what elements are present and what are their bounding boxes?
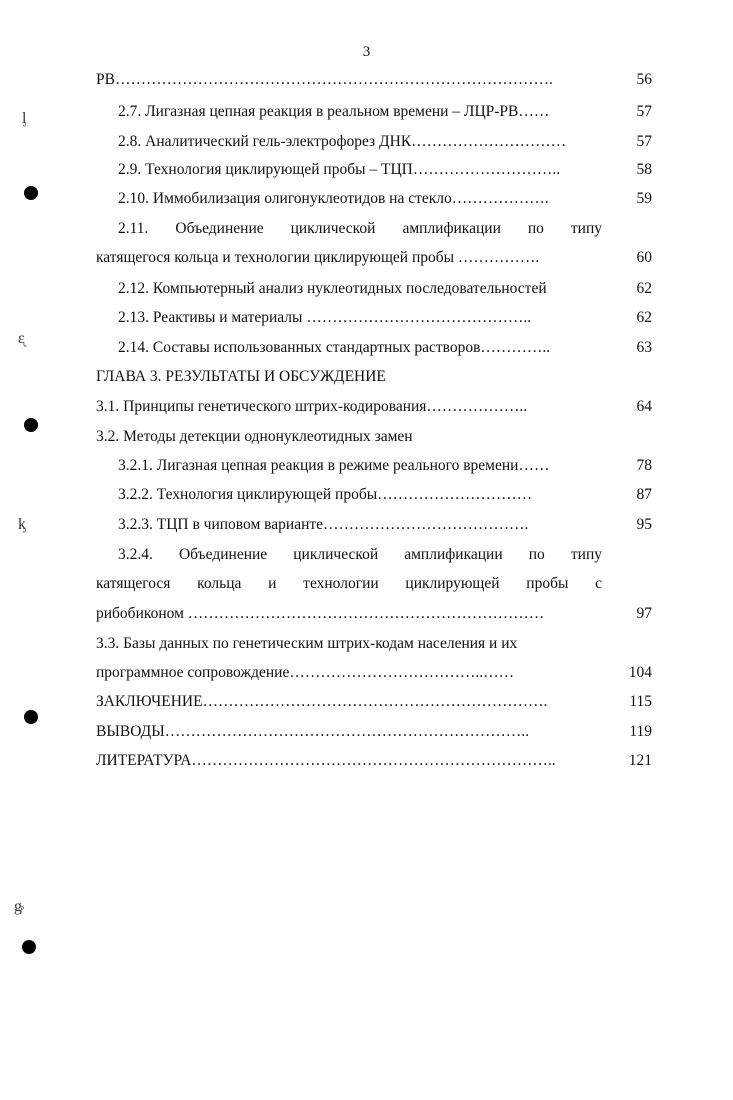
toc-entry-text: 3.2.3. ТЦП в чиповом варианте…………………………………. — [118, 516, 529, 533]
toc-entry-page: 58 — [636, 161, 652, 178]
toc-entry-page: 59 — [636, 190, 652, 207]
toc-entry-text: 3.2.4. Объединение циклической амплификации по типу — [118, 546, 602, 563]
toc-entry-text: 2.13. Реактивы и материалы …………………………………….. — [118, 309, 532, 326]
toc-entry-page: 57 — [636, 133, 652, 150]
toc-entry-text: РВ…………………………………………………………………………. — [96, 71, 553, 88]
page-number: 3 — [362, 44, 371, 60]
toc-entry-page: 104 — [628, 664, 652, 681]
toc-entry-page: 78 — [636, 457, 652, 474]
toc-entry-text: 2.11. Объединение циклической амплификации по типу — [118, 220, 602, 237]
toc-entry-page: 62 — [636, 309, 652, 326]
toc-entry-text: ВЫВОДЫ…………………………………………………………….. — [96, 723, 529, 740]
margin-scan-mark: ᶃ — [14, 898, 24, 915]
toc-entry-text: 3.2.1. Лигазная цепная реакция в режиме реального времени…… — [118, 457, 550, 474]
toc-entry-page: 115 — [629, 693, 652, 710]
margin-dot — [22, 940, 36, 954]
toc-entry-page: 62 — [636, 280, 652, 297]
toc-entry-page: 63 — [636, 339, 652, 356]
toc-entry-page: 95 — [636, 516, 652, 533]
toc-entry-text: 3.2.2. Технология циклирующей пробы………………………… — [118, 486, 533, 503]
toc-entry-text: рибобиконом …………………………………………………………… — [96, 605, 545, 622]
margin-dot — [24, 710, 38, 724]
toc-entry-page: 121 — [628, 752, 652, 769]
toc-entry-text: 3.3. Базы данных по генетическим штрих-кодам населения и их — [96, 635, 518, 652]
toc-entry-page: 87 — [636, 486, 652, 503]
toc-entry-text: 3.1. Принципы генетического штрих-кодирования……………….. — [96, 398, 528, 415]
toc-entry-page: 60 — [636, 249, 652, 266]
toc-entry-text: 2.9. Технология циклирующей пробы – ТЦП……………………….. — [118, 161, 561, 178]
toc-entry-page: 56 — [636, 71, 652, 88]
toc-entry-page: 119 — [629, 723, 652, 740]
toc-entry-text: катящегося кольца и технологии циклирующей пробы ……………. — [96, 249, 540, 266]
toc-entry-text: 2.7. Лигазная цепная реакция в реальном времени – ЛЦР-РВ…… — [118, 103, 550, 120]
toc-entry-text: 2.10. Иммобилизация олигонуклеотидов на стекло………………. — [118, 190, 549, 207]
toc-entry-page: 57 — [636, 103, 652, 120]
toc-entry-text: программное сопровождение………………………………..…… — [96, 664, 515, 681]
margin-dot — [24, 186, 38, 200]
margin-dot — [24, 418, 38, 432]
toc-entry-text: ЗАКЛЮЧЕНИЕ…………………………………………………………. — [96, 693, 548, 710]
toc-entry-page: 64 — [636, 398, 652, 415]
margin-scan-mark: ᶄ — [18, 516, 26, 533]
toc-entry-text: катящегося кольца и технологии циклирующей пробы с — [96, 575, 602, 592]
toc-entry-page: 97 — [636, 605, 652, 622]
toc-entry-text: 3.2. Методы детекции однонуклеотидных замен — [96, 428, 413, 445]
toc-entry-text: 2.8. Аналитический гель-электрофорез ДНК………………………… — [118, 133, 567, 150]
toc-entry-text: ГЛАВА 3. РЕЗУЛЬТАТЫ И ОБСУЖДЕНИЕ — [96, 368, 386, 385]
margin-scan-mark: ᶓ — [18, 330, 25, 347]
toc-entry-text: 2.12. Компьютерный анализ нуклеотидных последовательностей — [118, 280, 547, 297]
toc-entry-text: 2.14. Составы использованных стандартных растворов………….. — [118, 339, 551, 356]
margin-scan-mark: ᶅ — [22, 110, 27, 127]
toc-entry-text: ЛИТЕРАТУРА…………………………………………………………….. — [96, 752, 556, 769]
